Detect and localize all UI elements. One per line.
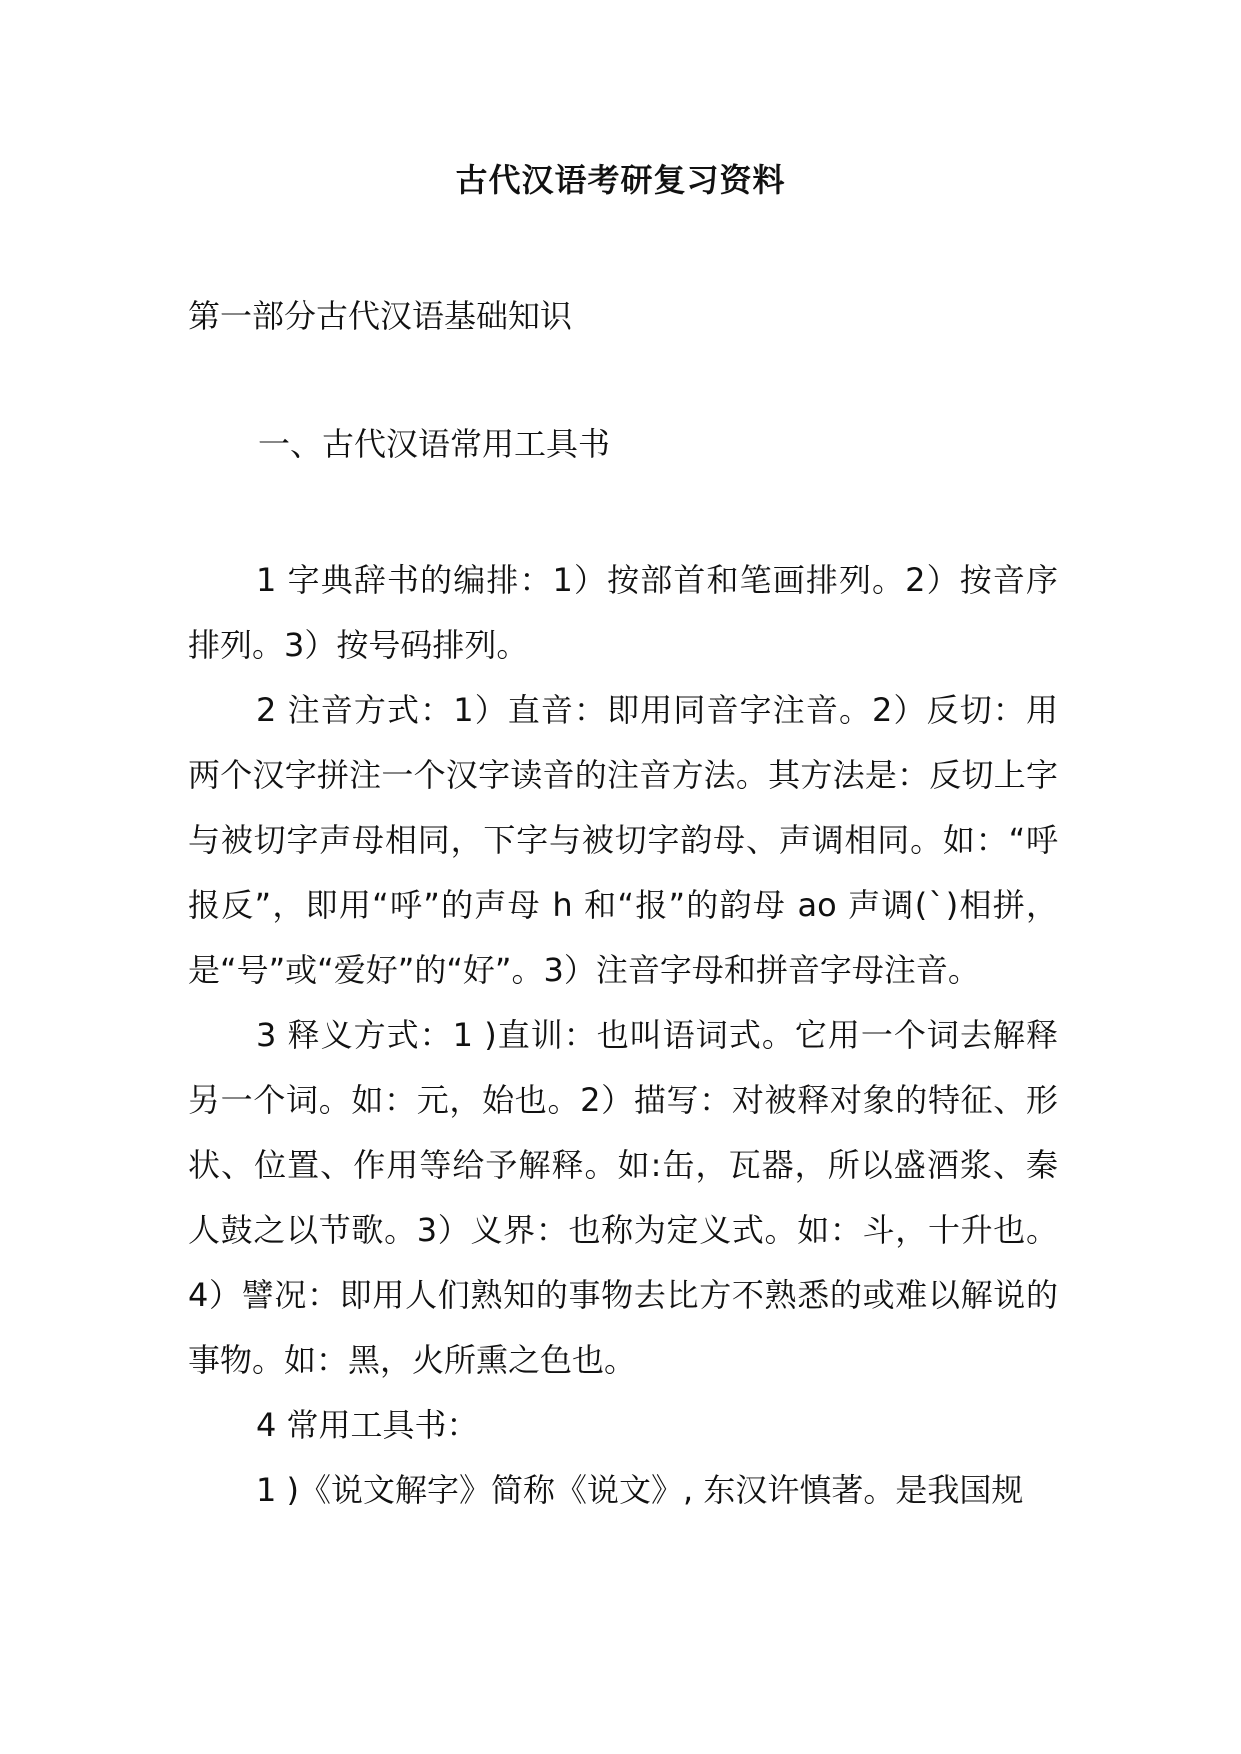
paragraph-phonetic-methods: 2 注音方式：1）直音：即用同音字注音。2）反切：用两个汉字拼注一个汉字读音的注音方法。其方法是：反切上字与被切字声母相同，下字与被切字韵母、声调相同。如：“呼报反”，即用“呼”的声母 h 和“报”的韵母 ao 声调(ˋ)相拼，是“号”或“爱好”的“好”。3）注音字母和拼音字母注音。 — [188, 691, 1058, 989]
part-heading: 第一部分古代汉语基础知识 — [188, 297, 573, 335]
document-title: 古代汉语考研复习资料 — [455, 161, 786, 199]
paragraph-definition-methods: 3 释义方式：1 )直训：也叫语词式。它用一个词去解释另一个词。如：元，始也。2）描写：对被释对象的特征、形状、位置、作用等给予解释。如:缶，瓦器，所以盛酒浆、秦人鼓之以节歌。3）义界：也称为定义式。如：斗，十升也。4）譬况：即用人们熟知的事物去比方不熟悉的或难以解说的事物。如：黑，火所熏之色也。 — [188, 1016, 1058, 1379]
paragraph-dictionary-arrangement: 1 字典辞书的编排：1）按部首和笔画排列。2）按音序排列。3）按号码排列。 — [188, 561, 1058, 664]
body-text — [188, 548, 1058, 1523]
section-heading: 一、古代汉语常用工具书 — [258, 425, 611, 463]
paragraph-shuowen-jiezi: 1 )《说文解字》简称《说文》, 东汉许慎著。是我国规 — [256, 1471, 1024, 1509]
paragraph-common-reference-books: 4 常用工具书： — [256, 1406, 479, 1444]
